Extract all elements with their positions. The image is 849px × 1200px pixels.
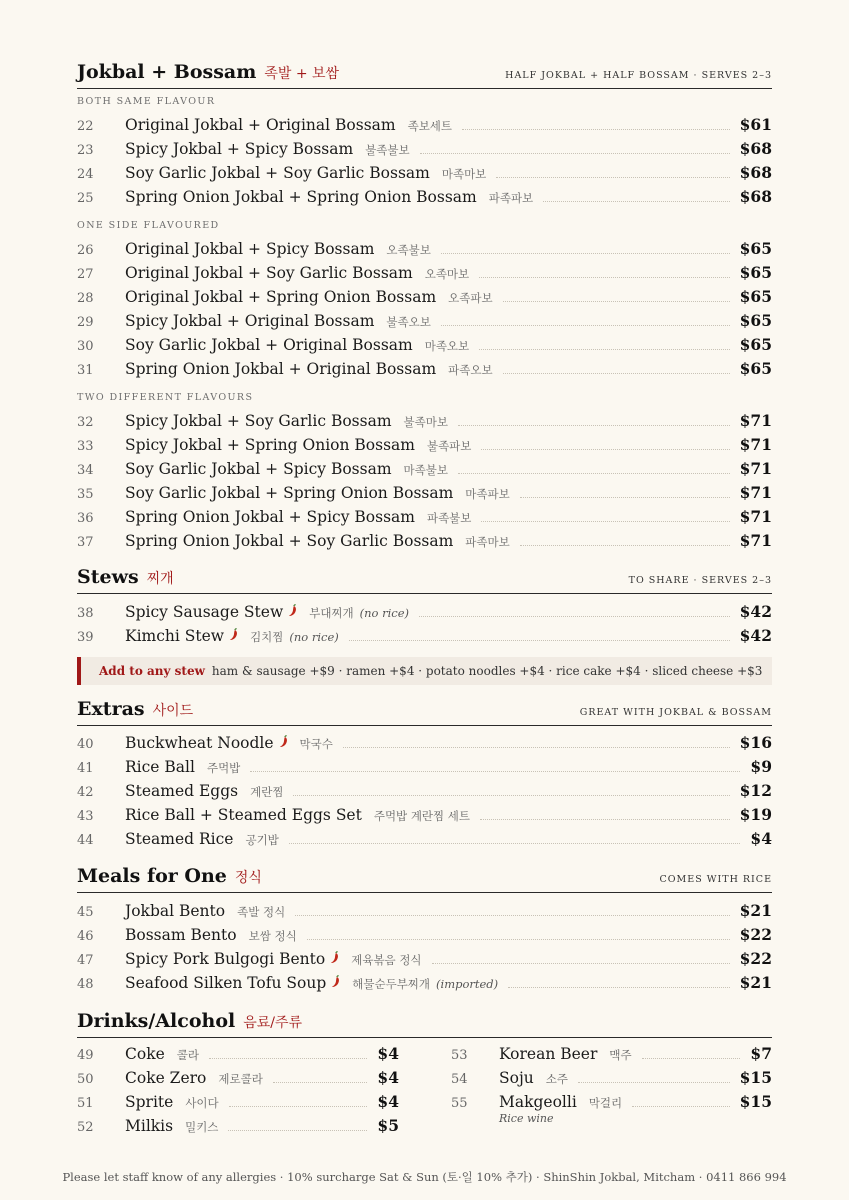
item-name: Soy Garlic Jokbal + Original Bossam xyxy=(125,336,413,354)
item-name: Original Jokbal + Original Bossam xyxy=(125,116,396,134)
dot-leader xyxy=(349,640,730,641)
dot-leader xyxy=(250,771,740,772)
item-name: Original Jokbal + Soy Garlic Bossam xyxy=(125,264,413,282)
item-price: $65 xyxy=(739,263,772,282)
item-name: Milkis xyxy=(125,1117,174,1135)
item-korean-name: 파족파보 xyxy=(488,191,534,205)
item-number: 28 xyxy=(77,291,94,306)
item-name: Sprite xyxy=(125,1093,174,1111)
item-price: $68 xyxy=(739,187,772,206)
menu-item-row xyxy=(77,949,772,971)
item-number: 31 xyxy=(77,363,94,378)
item-price: $4 xyxy=(377,1068,399,1087)
item-price: $21 xyxy=(739,973,772,992)
menu-item-row xyxy=(77,829,772,851)
item-name: Kimchi Stew xyxy=(125,627,225,645)
dot-leader xyxy=(543,201,729,202)
dot-leader xyxy=(307,939,730,940)
item-number: 23 xyxy=(77,143,94,158)
item-korean-name: 김치찜 xyxy=(250,630,284,644)
section-note: HALF JOKBAL + HALF BOSSAM · SERVES 2–3 xyxy=(505,70,772,81)
menu-item-row xyxy=(77,973,772,995)
item-name: Spring Onion Jokbal + Soy Garlic Bossam xyxy=(125,532,454,550)
item-price: $7 xyxy=(750,1044,772,1063)
item-korean-name: 오족마보 xyxy=(424,267,470,281)
drink-item-row xyxy=(451,1068,772,1090)
menu-item-row xyxy=(77,239,772,261)
item-name: Spicy Jokbal + Spicy Bossam xyxy=(125,140,354,158)
drink-subtitle: Rice wine xyxy=(499,1112,554,1125)
dot-leader xyxy=(458,425,730,426)
item-price: $4 xyxy=(750,829,772,848)
item-number: 30 xyxy=(77,339,94,354)
item-name: Korean Beer xyxy=(499,1045,598,1063)
item-name: Coke Zero xyxy=(125,1069,207,1087)
item-note: (imported) xyxy=(436,977,499,991)
item-korean-name: 콜라 xyxy=(176,1048,199,1062)
item-price: $71 xyxy=(739,483,772,502)
stew-addons-banner xyxy=(77,657,772,685)
item-korean-name: 마족파보 xyxy=(465,487,510,501)
item-korean-name: 불족파보 xyxy=(426,439,472,453)
item-name: Spicy Jokbal + Soy Garlic Bossam xyxy=(125,412,392,430)
item-price: $61 xyxy=(739,115,772,134)
item-name: Coke xyxy=(125,1045,165,1063)
chili-pepper-icon xyxy=(330,951,339,964)
item-price: $65 xyxy=(739,311,772,330)
item-number: 49 xyxy=(77,1048,94,1063)
item-number: 34 xyxy=(77,463,94,478)
item-name: Soy Garlic Jokbal + Spicy Bossam xyxy=(125,460,392,478)
chili-pepper-icon xyxy=(288,604,297,617)
item-price: $22 xyxy=(739,949,772,968)
menu-item-row xyxy=(77,483,772,505)
item-number: 35 xyxy=(77,487,94,502)
item-number: 24 xyxy=(77,167,94,182)
dot-leader xyxy=(432,963,730,964)
section-title: Extras 사이드 xyxy=(77,698,194,720)
item-number: 27 xyxy=(77,267,94,282)
subhead-one-side: ONE SIDE FLAVOURED xyxy=(77,220,220,231)
dot-leader xyxy=(289,843,741,844)
item-number: 53 xyxy=(451,1048,468,1063)
dot-leader xyxy=(578,1082,730,1083)
subhead-two-different: TWO DIFFERENT FLAVOURS xyxy=(77,392,254,403)
item-korean-name: 제육볶음 정식 xyxy=(351,953,422,967)
drink-item-row xyxy=(451,1092,772,1114)
item-price: $9 xyxy=(750,757,772,776)
item-korean-name: 해물순두부찌개 xyxy=(352,977,431,991)
dot-leader xyxy=(481,449,729,450)
dot-leader xyxy=(481,521,729,522)
menu-item-row xyxy=(77,263,772,285)
item-korean-name: 공기밥 xyxy=(245,833,279,847)
dot-leader xyxy=(293,795,729,796)
dot-leader xyxy=(480,819,730,820)
dot-leader xyxy=(295,915,729,916)
dot-leader xyxy=(503,373,730,374)
item-korean-name: 족발 정식 xyxy=(237,905,286,919)
item-korean-name: 밀키스 xyxy=(185,1120,219,1134)
item-price: $15 xyxy=(739,1068,772,1087)
item-price: $5 xyxy=(377,1116,399,1135)
item-korean-name: 파족마보 xyxy=(465,535,510,549)
section-title-korean: 음료/주류 xyxy=(243,1015,303,1031)
dot-leader xyxy=(209,1058,367,1059)
item-number: 26 xyxy=(77,243,94,258)
section-header-jokbal-bossam xyxy=(77,60,772,89)
section-title: Meals for One 정식 xyxy=(77,865,262,887)
menu-item-row xyxy=(77,507,772,529)
item-name: Soy Garlic Jokbal + Spring Onion Bossam xyxy=(125,484,454,502)
item-price: $71 xyxy=(739,459,772,478)
dot-leader xyxy=(441,325,730,326)
dot-leader xyxy=(462,129,730,130)
item-korean-name: 불족불보 xyxy=(365,143,410,157)
menu-item-row xyxy=(77,602,772,624)
menu-item-row xyxy=(77,626,772,648)
item-name: Jokbal Bento xyxy=(125,902,226,920)
section-title: Drinks/Alcohol 음료/주류 xyxy=(77,1010,303,1032)
item-number: 29 xyxy=(77,315,94,330)
section-title: Stews 찌개 xyxy=(77,566,174,588)
dot-leader xyxy=(520,497,730,498)
item-number: 22 xyxy=(77,119,94,134)
item-korean-name: 오족파보 xyxy=(448,291,493,305)
item-price: $65 xyxy=(739,239,772,258)
item-number: 41 xyxy=(77,761,94,776)
menu-item-row xyxy=(77,115,772,137)
item-number: 50 xyxy=(77,1072,94,1087)
item-price: $15 xyxy=(739,1092,772,1111)
item-note: (no rice) xyxy=(359,606,410,620)
item-korean-name: 막걸리 xyxy=(588,1096,623,1110)
item-korean-name: 소주 xyxy=(545,1072,568,1086)
dot-leader xyxy=(479,349,729,350)
section-note: GREAT WITH JOKBAL & BOSSAM xyxy=(579,707,772,718)
dot-leader xyxy=(458,473,730,474)
dot-leader xyxy=(228,1130,367,1131)
item-name: Original Jokbal + Spicy Bossam xyxy=(125,240,375,258)
item-name: Spicy Jokbal + Original Bossam xyxy=(125,312,375,330)
chili-pepper-icon xyxy=(331,975,340,988)
item-name: Rice Ball + Steamed Eggs Set xyxy=(125,806,362,824)
menu-item-row xyxy=(77,901,772,923)
item-number: 52 xyxy=(77,1120,94,1135)
item-korean-name: 부대찌개 xyxy=(309,606,354,620)
item-korean-name: 불족오보 xyxy=(386,315,431,329)
item-korean-name: 마족오보 xyxy=(424,339,470,353)
item-korean-name: 주먹밥 계란찜 세트 xyxy=(373,809,471,823)
section-header-extras xyxy=(77,697,772,726)
section-header-meals xyxy=(77,864,772,893)
item-name: Buckwheat Noodle xyxy=(125,734,274,752)
item-name: Spicy Pork Bulgogi Bento xyxy=(125,950,326,968)
section-header-stews xyxy=(77,565,772,594)
item-price: $21 xyxy=(739,901,772,920)
item-name: Seafood Silken Tofu Soup xyxy=(125,974,327,992)
menu-item-row xyxy=(77,459,772,481)
item-number: 32 xyxy=(77,415,94,430)
item-number: 48 xyxy=(77,977,94,992)
dot-leader xyxy=(419,616,730,617)
drink-item-row xyxy=(77,1092,399,1114)
item-number: 55 xyxy=(451,1096,468,1111)
dot-leader xyxy=(642,1058,741,1059)
subhead-same-flavour: BOTH SAME FLAVOUR xyxy=(77,96,216,107)
chili-pepper-icon xyxy=(279,735,288,748)
item-korean-name: 주먹밥 xyxy=(206,761,241,775)
item-price: $71 xyxy=(739,411,772,430)
item-number: 37 xyxy=(77,535,94,550)
menu-item-row xyxy=(77,139,772,161)
section-note: TO SHARE · SERVES 2–3 xyxy=(628,575,772,586)
item-number: 47 xyxy=(77,953,94,968)
menu-item-row xyxy=(77,359,772,381)
item-name: Rice Ball xyxy=(125,758,195,776)
item-korean-name: 오족불보 xyxy=(386,243,431,257)
dot-leader xyxy=(343,747,730,748)
menu-item-row xyxy=(77,335,772,357)
item-name: Spicy Sausage Stew xyxy=(125,603,284,621)
addon-options: ham & sausage +$9 · ramen +$4 · potato noodles +$4 · rice cake +$4 · sliced cheese +$3 xyxy=(211,664,763,678)
item-price: $42 xyxy=(739,602,772,621)
section-header-drinks xyxy=(77,1009,772,1038)
item-number: 38 xyxy=(77,606,94,621)
item-korean-name: 파족오보 xyxy=(448,363,493,377)
item-price: $71 xyxy=(739,507,772,526)
item-name: Spring Onion Jokbal + Spicy Bossam xyxy=(125,508,415,526)
item-name: Soju xyxy=(499,1069,534,1087)
item-name: Spicy Jokbal + Spring Onion Bossam xyxy=(125,436,415,454)
item-name: Steamed Rice xyxy=(125,830,234,848)
item-korean-name: 마족마보 xyxy=(441,167,487,181)
item-number: 54 xyxy=(451,1072,468,1087)
menu-item-row xyxy=(77,163,772,185)
item-number: 44 xyxy=(77,833,94,848)
item-price: $65 xyxy=(739,287,772,306)
item-price: $68 xyxy=(739,163,772,182)
section-title-korean: 찌개 xyxy=(146,571,174,587)
drink-item-row xyxy=(77,1068,399,1090)
item-price: $65 xyxy=(739,335,772,354)
item-number: 40 xyxy=(77,737,94,752)
item-name: Steamed Eggs xyxy=(125,782,239,800)
menu-item-row xyxy=(77,287,772,309)
drink-item-row xyxy=(77,1044,399,1066)
section-title-korean: 족발 + 보쌈 xyxy=(264,66,340,82)
item-korean-name: 사이다 xyxy=(185,1096,219,1110)
item-number: 39 xyxy=(77,630,94,645)
addon-label: Add to any stew xyxy=(99,664,205,678)
drink-item-row xyxy=(451,1044,772,1066)
chili-pepper-icon xyxy=(229,628,238,641)
item-name: Original Jokbal + Spring Onion Bossam xyxy=(125,288,437,306)
item-name: Makgeolli xyxy=(499,1093,577,1111)
section-title-korean: 사이드 xyxy=(152,703,194,719)
item-price: $22 xyxy=(739,925,772,944)
item-price: $16 xyxy=(739,733,772,752)
menu-item-row xyxy=(77,925,772,947)
item-number: 33 xyxy=(77,439,94,454)
item-korean-name: 마족불보 xyxy=(403,463,448,477)
item-number: 25 xyxy=(77,191,94,206)
dot-leader xyxy=(420,153,730,154)
drink-item-row xyxy=(77,1116,399,1138)
item-price: $19 xyxy=(739,805,772,824)
item-korean-name: 막국수 xyxy=(299,737,333,751)
item-number: 46 xyxy=(77,929,94,944)
dot-leader xyxy=(479,277,729,278)
item-price: $4 xyxy=(377,1092,399,1111)
item-number: 45 xyxy=(77,905,94,920)
dot-leader xyxy=(441,253,730,254)
item-price: $65 xyxy=(739,359,772,378)
dot-leader xyxy=(632,1106,730,1107)
menu-item-row xyxy=(77,781,772,803)
item-number: 51 xyxy=(77,1096,94,1111)
item-name: Spring Onion Jokbal + Original Bossam xyxy=(125,360,437,378)
footer-note: Please let staff know of any allergies · 10% surcharge Sat & Sun (토·일 10% 추가) · ShinShin Jokbal, Mitcham · 0411 866 994 xyxy=(62,1170,787,1184)
item-price: $42 xyxy=(739,626,772,645)
dot-leader xyxy=(496,177,729,178)
dot-leader xyxy=(229,1106,368,1107)
item-name: Spring Onion Jokbal + Spring Onion Bossam xyxy=(125,188,477,206)
item-price: $68 xyxy=(739,139,772,158)
item-price: $71 xyxy=(739,435,772,454)
item-korean-name: 계란찜 xyxy=(250,785,284,799)
menu-item-row xyxy=(77,531,772,553)
item-price: $12 xyxy=(739,781,772,800)
menu-item-row xyxy=(77,187,772,209)
item-price: $71 xyxy=(739,531,772,550)
item-number: 42 xyxy=(77,785,94,800)
dot-leader xyxy=(503,301,730,302)
item-korean-name: 불족마보 xyxy=(403,415,448,429)
menu-item-row xyxy=(77,805,772,827)
section-note: COMES WITH RICE xyxy=(659,874,772,885)
menu-item-row xyxy=(77,733,772,755)
menu-item-row xyxy=(77,311,772,333)
section-title: Jokbal + Bossam 족발 + 보쌈 xyxy=(77,61,340,83)
section-title-korean: 정식 xyxy=(234,870,262,886)
dot-leader xyxy=(508,987,729,988)
dot-leader xyxy=(273,1082,368,1083)
item-name: Bossam Bento xyxy=(125,926,237,944)
item-number: 36 xyxy=(77,511,94,526)
item-korean-name: 족보세트 xyxy=(407,119,453,133)
item-korean-name: 파족불보 xyxy=(426,511,472,525)
item-price: $4 xyxy=(377,1044,399,1063)
menu-item-row xyxy=(77,757,772,779)
dot-leader xyxy=(520,545,730,546)
item-number: 43 xyxy=(77,809,94,824)
item-note: (no rice) xyxy=(289,630,339,644)
item-korean-name: 맥주 xyxy=(609,1048,632,1062)
item-name: Soy Garlic Jokbal + Soy Garlic Bossam xyxy=(125,164,430,182)
menu-item-row xyxy=(77,435,772,457)
item-korean-name: 제로콜라 xyxy=(218,1072,263,1086)
menu-item-row xyxy=(77,411,772,433)
item-korean-name: 보쌈 정식 xyxy=(248,929,297,943)
